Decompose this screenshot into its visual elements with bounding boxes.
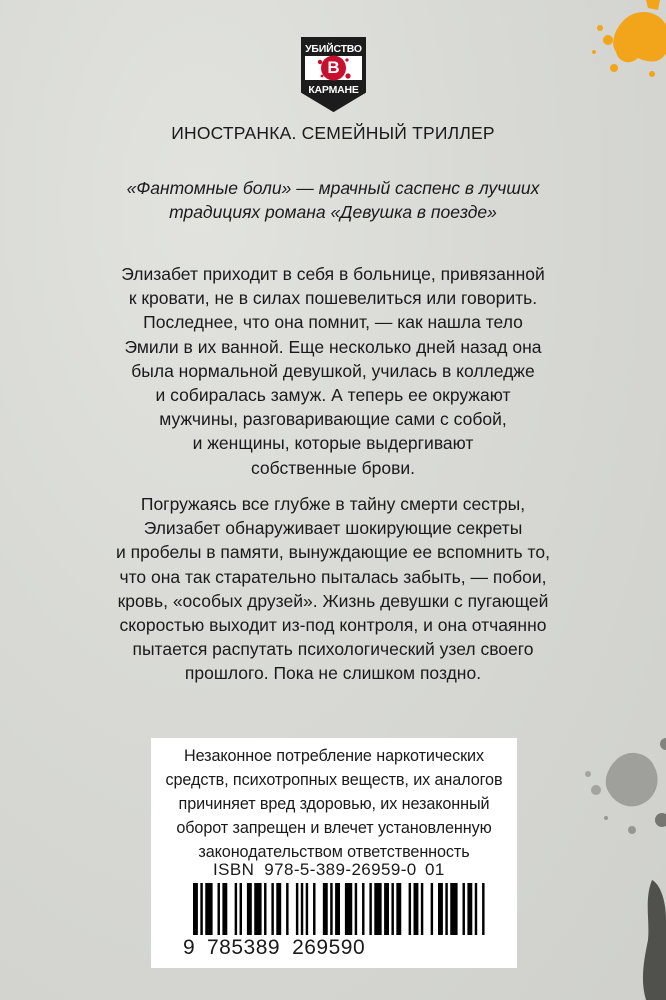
barcode-bar bbox=[271, 883, 273, 935]
barcode-bar bbox=[345, 883, 352, 935]
paragraph-line: Элизабет обнаруживает шокирующие секреты bbox=[143, 518, 523, 539]
barcode-bar bbox=[475, 883, 477, 935]
barcode-bar bbox=[467, 883, 472, 935]
isbn-line bbox=[213, 860, 445, 880]
barcode-digits-group-1: 785389 bbox=[207, 936, 281, 959]
barcode-bar bbox=[200, 883, 202, 935]
barcode-bar bbox=[421, 883, 423, 935]
barcode-bar bbox=[369, 883, 371, 935]
barcode-digits-group-2: 269590 bbox=[292, 936, 366, 959]
barcode-bar bbox=[323, 883, 328, 935]
paragraph-line: к кровати, не в силах пошевелиться или говорить. bbox=[128, 288, 538, 309]
isbn-suffix: 01 bbox=[425, 860, 445, 879]
barcode-bar bbox=[254, 883, 261, 935]
paragraph-line: была нормальной девушкой, училась в колледже bbox=[131, 360, 535, 381]
barcode-bar bbox=[450, 883, 457, 935]
barcode-bar bbox=[355, 883, 357, 935]
paragraph-line: Элизабет приходит в себя в больнице, привязанной bbox=[121, 264, 545, 284]
paragraph-line: пытается распутать психологический узел своего bbox=[132, 639, 534, 660]
paragraph-line: собственные брови. bbox=[250, 457, 416, 478]
paragraph-line: Эмили в их ванной. Еще несколько дней назад она bbox=[124, 336, 542, 357]
paragraph-line: мужчины, разговаривающие сами с собой, bbox=[159, 409, 507, 430]
tagline bbox=[0, 176, 666, 224]
dark-paint-smudge bbox=[636, 870, 666, 1000]
tagline-line: «Фантомные боли» — мрачный саспенс в лучших bbox=[126, 178, 540, 198]
warning-line: законодательством ответственность bbox=[198, 843, 470, 861]
barcode-bar bbox=[384, 883, 389, 935]
barcode-bar bbox=[218, 883, 220, 935]
paragraph-line: прошлого. Пока не слишком поздно. bbox=[184, 663, 482, 684]
barcode-bar bbox=[374, 883, 381, 935]
barcode-bar bbox=[247, 883, 252, 935]
barcode-bar bbox=[235, 883, 237, 935]
barcode-bar bbox=[409, 883, 411, 935]
barcode-bar bbox=[240, 883, 242, 935]
legal-warning bbox=[151, 744, 517, 864]
logo-bottom-word: КАРМАНЕ bbox=[308, 84, 359, 96]
barcode-bar bbox=[391, 883, 393, 935]
logo-top-word: УБИЙСТВО bbox=[305, 43, 362, 55]
isbn-label: ISBN bbox=[213, 860, 255, 879]
barcode-bar bbox=[396, 883, 401, 935]
barcode-bar bbox=[335, 883, 340, 935]
paragraph-line: и пробелы в памяти, вынуждающие ее вспомнить то, bbox=[116, 542, 550, 563]
barcode-bar bbox=[330, 883, 332, 935]
publisher-series-logo bbox=[300, 36, 367, 113]
paragraph-line: Последнее, что она помнит, — как нашла тело bbox=[143, 312, 523, 333]
synopsis-paragraph-1 bbox=[0, 262, 666, 480]
barcode-digit-first: 9 bbox=[183, 936, 196, 959]
warning-line: причиняет вред здоровью, их незаконный bbox=[178, 795, 490, 813]
synopsis-paragraph-2 bbox=[0, 492, 666, 686]
barcode-bar bbox=[445, 883, 447, 935]
warning-line: оборот запрещен и влечет установленную bbox=[176, 819, 492, 837]
barcode-bar bbox=[362, 883, 364, 935]
logo-middle-letter: В bbox=[327, 58, 340, 77]
barcode-digits bbox=[183, 936, 365, 960]
barcode-bar bbox=[463, 883, 465, 935]
barcode-bar bbox=[301, 883, 303, 935]
isbn-number: 978-5-389-26959-0 bbox=[264, 860, 417, 879]
paragraph-line: что она так старательно пыталась забыть, — побои, bbox=[119, 566, 547, 587]
barcode-bar bbox=[205, 883, 212, 935]
yellow-paint-splatter bbox=[564, 0, 666, 90]
barcode-bar bbox=[431, 883, 433, 935]
paragraph-line: кровь, «особых друзей». Жизнь девушки с пугающей bbox=[117, 590, 549, 611]
barcode-bar bbox=[296, 883, 298, 935]
barcode-bar bbox=[276, 883, 281, 935]
paragraph-line: и собиралась замуж. А теперь ее окружают bbox=[155, 385, 511, 406]
barcode-bar bbox=[482, 883, 484, 935]
paragraph-line: и женщины, которые выдергивают bbox=[192, 433, 474, 454]
paragraph-line: Погружаясь все глубже в тайну смерти сестры, bbox=[140, 494, 526, 514]
gray-paint-splatter bbox=[536, 710, 666, 850]
barcode-bar bbox=[222, 883, 227, 935]
barcode-bar bbox=[313, 883, 315, 935]
paragraph-line: скоростью выходит из-под контроля, и она отчаянно bbox=[119, 615, 547, 636]
barcode-bar bbox=[264, 883, 266, 935]
barcode-bar bbox=[438, 883, 443, 935]
barcode-bar bbox=[414, 883, 419, 935]
tagline-line: традициях романа «Девушка в поезде» bbox=[169, 202, 497, 222]
series-title: ИНОСТРАНКА. СЕМЕЙНЫЙ ТРИЛЛЕР bbox=[171, 123, 495, 143]
barcode-bar bbox=[193, 883, 198, 935]
warning-line: Незаконное потребление наркотических bbox=[184, 747, 484, 765]
legal-and-barcode-box bbox=[151, 738, 517, 968]
barcode-bar bbox=[306, 883, 308, 935]
warning-line: средств, психотропных веществ, их аналогов bbox=[165, 771, 503, 789]
barcode-bar bbox=[286, 883, 288, 935]
